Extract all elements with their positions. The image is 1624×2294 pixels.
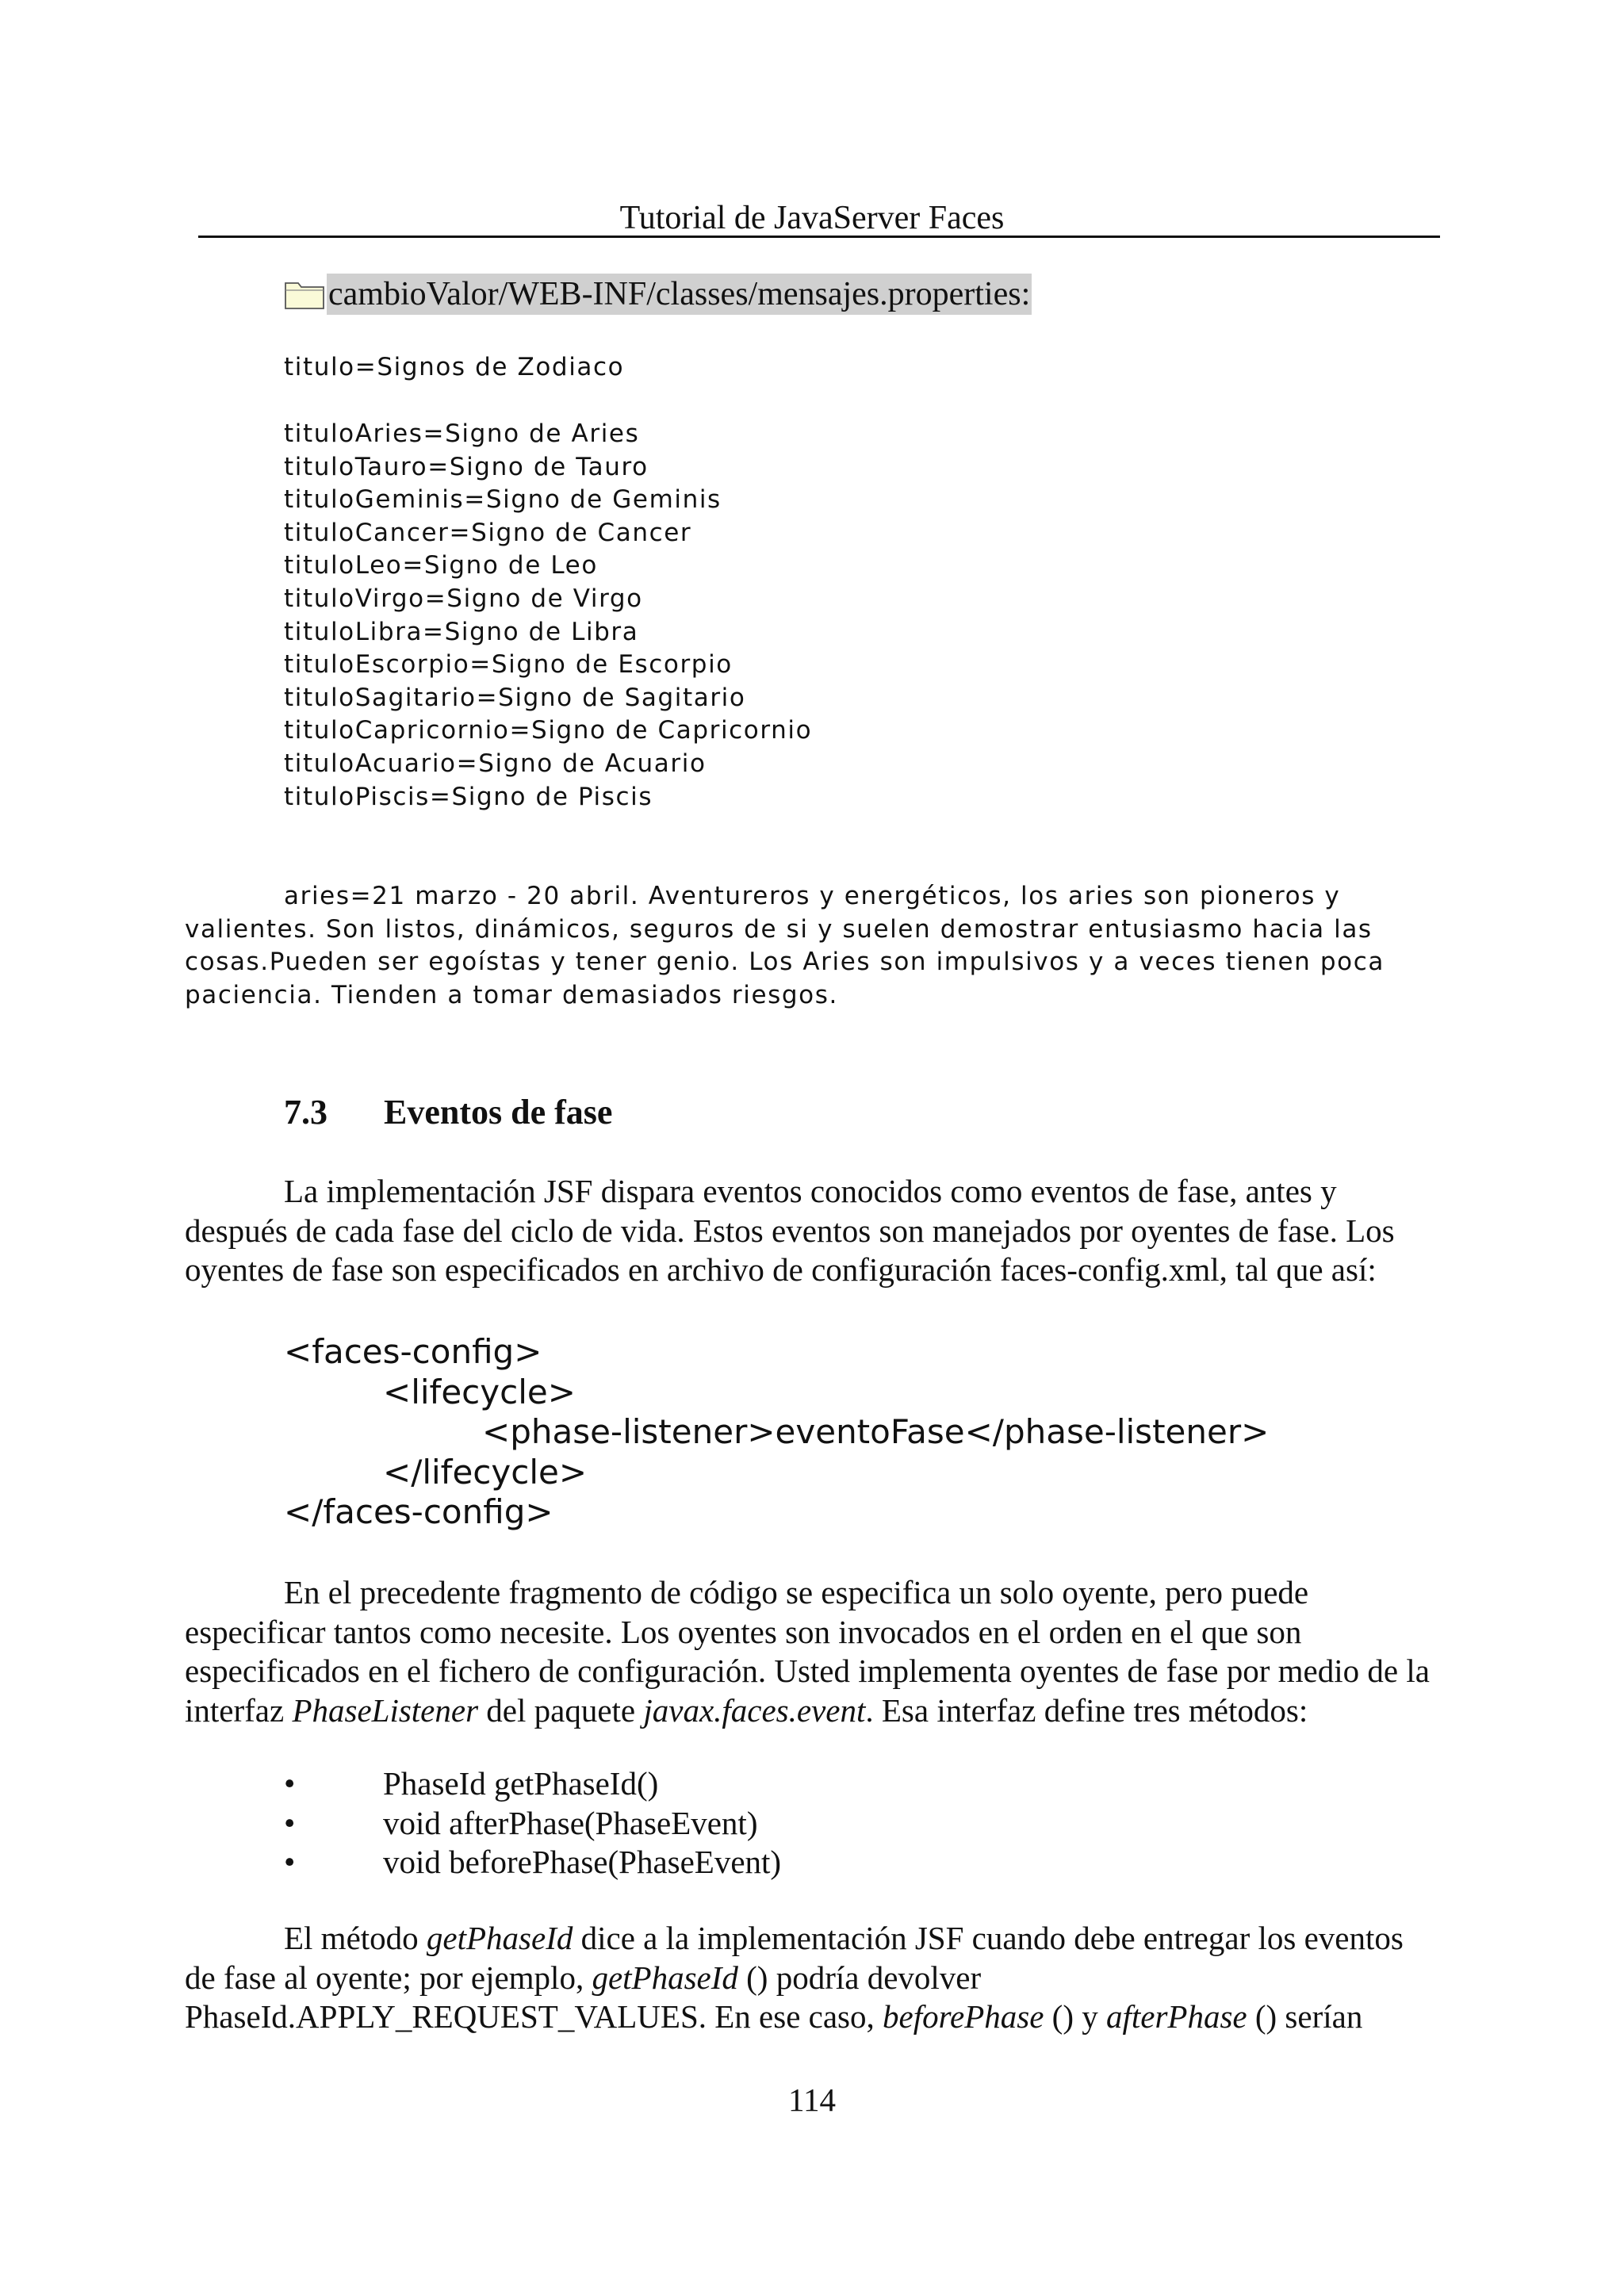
list-item: tituloGeminis=Signo de Geminis (284, 485, 722, 515)
list-item-text: PhaseId getPhaseId() (383, 1765, 659, 1802)
paragraph-intro: La implementación JSF dispara eventos conocidos como eventos de fase, antes y después de cada fase del ciclo de vida. Estos eventos son manejados por oyentes de fase. Los oyentes de fase son especificados en archivo de configuración faces-config.xml, tal que así: (185, 1173, 1395, 1289)
code-line: </faces-config> (284, 1492, 553, 1531)
code-line: <lifecycle> (383, 1372, 576, 1411)
text-run: () podría devolver PhaseId.APPLY_REQUEST_VALUES. En ese caso, (185, 1959, 982, 2035)
header-rule (198, 236, 1440, 238)
list-item (284, 1764, 781, 1804)
text-run: . Esa interfaz define tres métodos: (865, 1691, 1308, 1729)
text-run: En el precedente fragmento de código se especifica un solo oyente, pero puede especificar tantos como necesite. Los oyentes son invocados en el orden en el que son especificados en el fichero de configuración. Usted implementa oyentes de fase por medio de la interfaz (185, 1574, 1430, 1729)
methods-list (284, 1764, 781, 1882)
running-header: Tutorial de JavaServer Faces (619, 200, 1005, 236)
paragraph-getphaseid (185, 1919, 1442, 2037)
italic-term: beforePhase (883, 1998, 1044, 2035)
page-number: 114 (788, 2081, 836, 2118)
aries-property: aries=21 marzo - 20 abril. Aventureros y energéticos, los aries son pioneros y valientes. Son listos, dinámicos, seguros de si y suelen demostrar entusiasmo hacia las cosas.Pueden ser egoístas y tener genio. Los Aries son impulsivos y a veces tienen poca paciencia. Tienden a tomar demasiados riesgos. (185, 882, 1385, 1009)
list-item (284, 1843, 781, 1882)
properties-list (284, 418, 812, 814)
section-number: 7.3 (284, 1093, 327, 1132)
text-run: () serían (1247, 1998, 1363, 2035)
bullet: • (284, 1844, 296, 1881)
list-item-text: void afterPhase(PhaseEvent) (383, 1804, 758, 1841)
list-item: tituloPiscis=Signo de Piscis (284, 782, 653, 811)
list-item: tituloCancer=Signo de Cancer (284, 518, 692, 547)
bullet: • (284, 1765, 296, 1802)
section-heading (284, 1090, 612, 1135)
italic-term: PhaseListener (292, 1691, 479, 1729)
code-block (284, 1332, 1269, 1533)
list-item: tituloLeo=Signo de Leo (284, 551, 598, 580)
properties-title-line: titulo=Signos de Zodiaco (284, 353, 625, 381)
text-run: del paquete (478, 1691, 644, 1729)
bullet: • (284, 1804, 296, 1841)
code-line: <phase-listener>eventoFase</phase-listener> (482, 1412, 1270, 1451)
folder-icon (284, 278, 325, 310)
list-item: tituloVirgo=Signo de Virgo (284, 584, 643, 613)
text-run: () y (1044, 1998, 1106, 2035)
text-run: dice a la implementación JSF cuando debe entregar los eventos de fase al oyente; por ejemplo, (185, 1920, 1404, 1996)
text-run: El método (284, 1920, 427, 1956)
list-item: tituloEscorpio=Signo de Escorpio (284, 650, 733, 680)
list-item: tituloCapricornio=Signo de Capricornio (284, 716, 813, 745)
code-line: </lifecycle> (383, 1452, 588, 1492)
file-path-line (284, 272, 1032, 316)
list-item (284, 1804, 781, 1844)
list-item: tituloTauro=Signo de Tauro (284, 452, 649, 481)
italic-term: getPhaseId (426, 1920, 573, 1956)
file-path: cambioValor/WEB-INF/classes/mensajes.properties: (327, 274, 1032, 315)
section-title: Eventos de fase (384, 1093, 613, 1132)
list-item-text: void beforePhase(PhaseEvent) (383, 1844, 782, 1881)
italic-term: javax.faces.event (643, 1691, 866, 1729)
code-line: <faces-config> (284, 1332, 542, 1371)
list-item: tituloSagitario=Signo de Sagitario (284, 683, 746, 712)
list-item: tituloAcuario=Signo de Acuario (284, 749, 707, 778)
italic-term: getPhaseId (592, 1959, 738, 1996)
list-item: tituloLibra=Signo de Libra (284, 617, 639, 646)
paragraph-listeners (185, 1573, 1442, 1730)
italic-term: afterPhase (1105, 1998, 1247, 2035)
list-item: tituloAries=Signo de Aries (284, 419, 640, 448)
